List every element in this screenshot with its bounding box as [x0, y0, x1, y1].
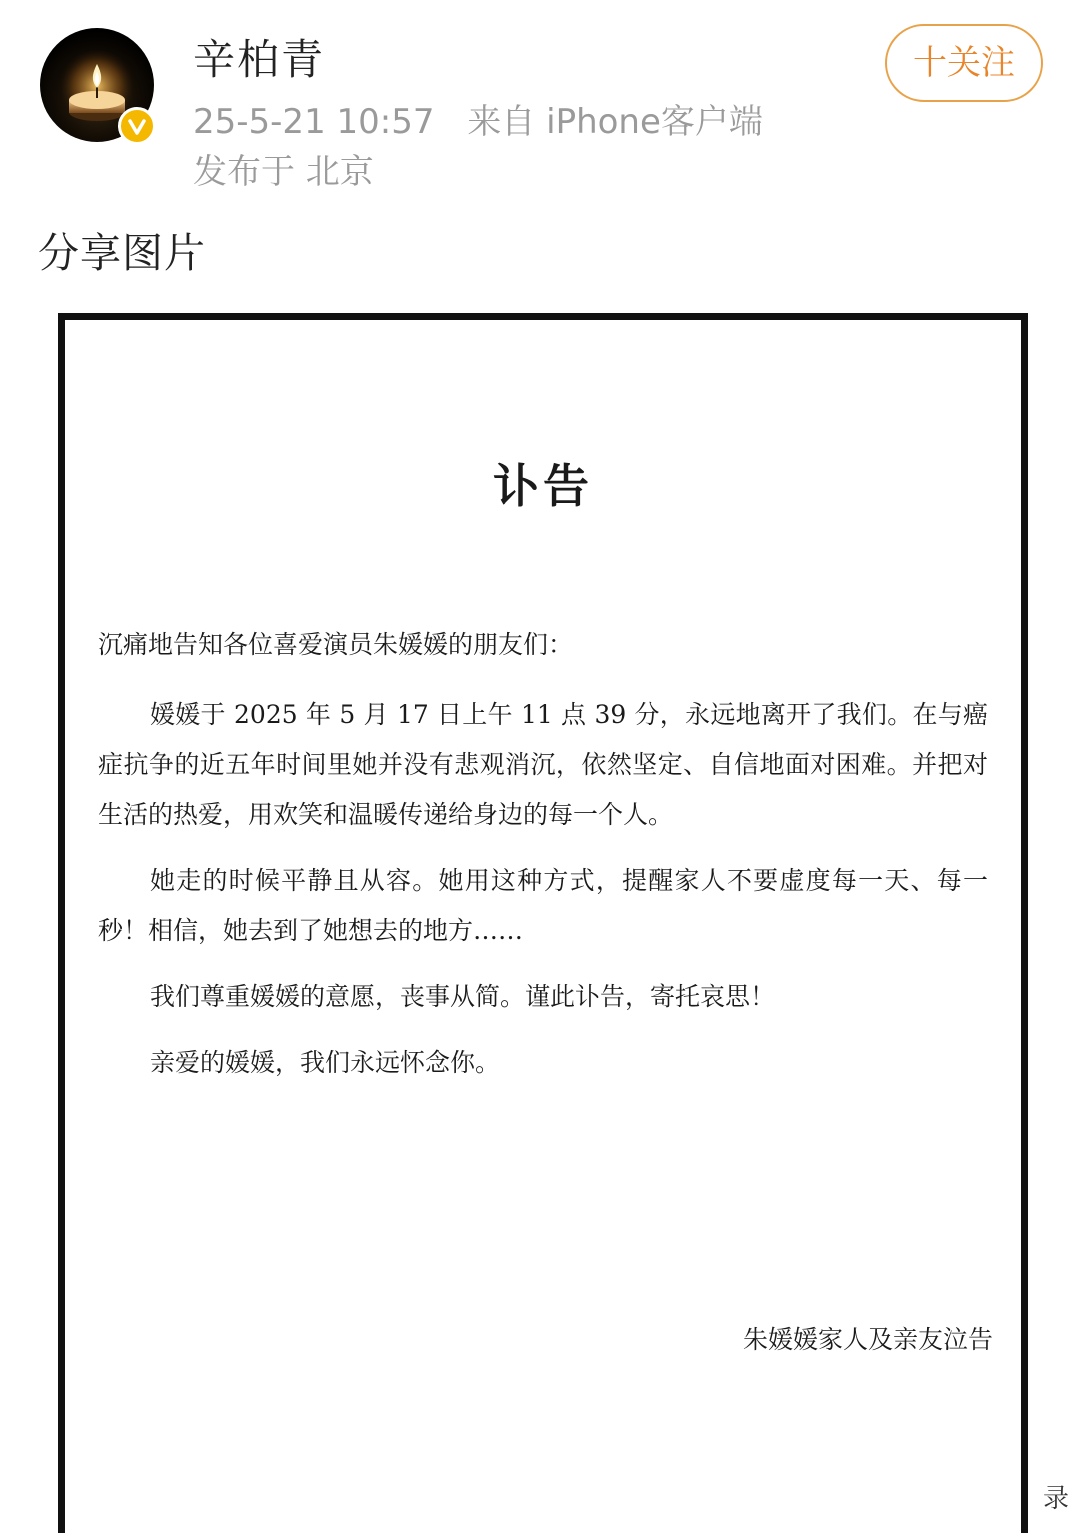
obituary-greeting: 沉痛地告知各位喜爱演员朱媛媛的朋友们： — [98, 630, 574, 659]
post-source: 来自 iPhone客户端 — [467, 102, 763, 142]
post-location: 发布于 北京 — [193, 152, 374, 192]
obituary-paragraph: 她走的时候平静且从容。她用这种方式，提醒家人不要虚度每一天、每一秒！相信，她去到了她想去的地方…… — [98, 866, 988, 945]
follow-button[interactable]: 十关注 — [885, 24, 1043, 102]
post-header — [0, 0, 1080, 230]
post-meta — [193, 100, 763, 144]
author-name[interactable]: 辛柏青 — [193, 35, 326, 84]
obituary-paragraph: 亲爱的媛媛，我们永远怀念你。 — [150, 1048, 501, 1077]
post-timestamp: 25-5-21 10:57 — [193, 102, 435, 142]
verified-badge — [118, 107, 156, 145]
obituary-title: 讣告 — [493, 459, 593, 513]
edge-text-fragment: 录 — [1043, 1484, 1070, 1511]
obituary-body — [98, 620, 988, 1104]
obituary-paragraph: 我们尊重媛媛的意愿，丧事从简。谨此讣告，寄托哀思！ — [150, 982, 776, 1011]
shared-image[interactable] — [58, 313, 1028, 1533]
obituary-paragraph: 媛媛于 2025 年 5 月 17 日上午 11 点 39 分，永远地离开了我们。在与癌症抗争的近五年时间里她并没有悲观消沉，依然坚定、自信地面对困难。并把对生活的热爱，用欢笑和温暖传递给身边的每一个人。 — [98, 700, 988, 829]
post-text: 分享图片 — [38, 229, 206, 277]
verified-v-icon — [121, 110, 153, 142]
obituary-signature: 朱媛媛家人及亲友泣告 — [742, 1325, 993, 1354]
